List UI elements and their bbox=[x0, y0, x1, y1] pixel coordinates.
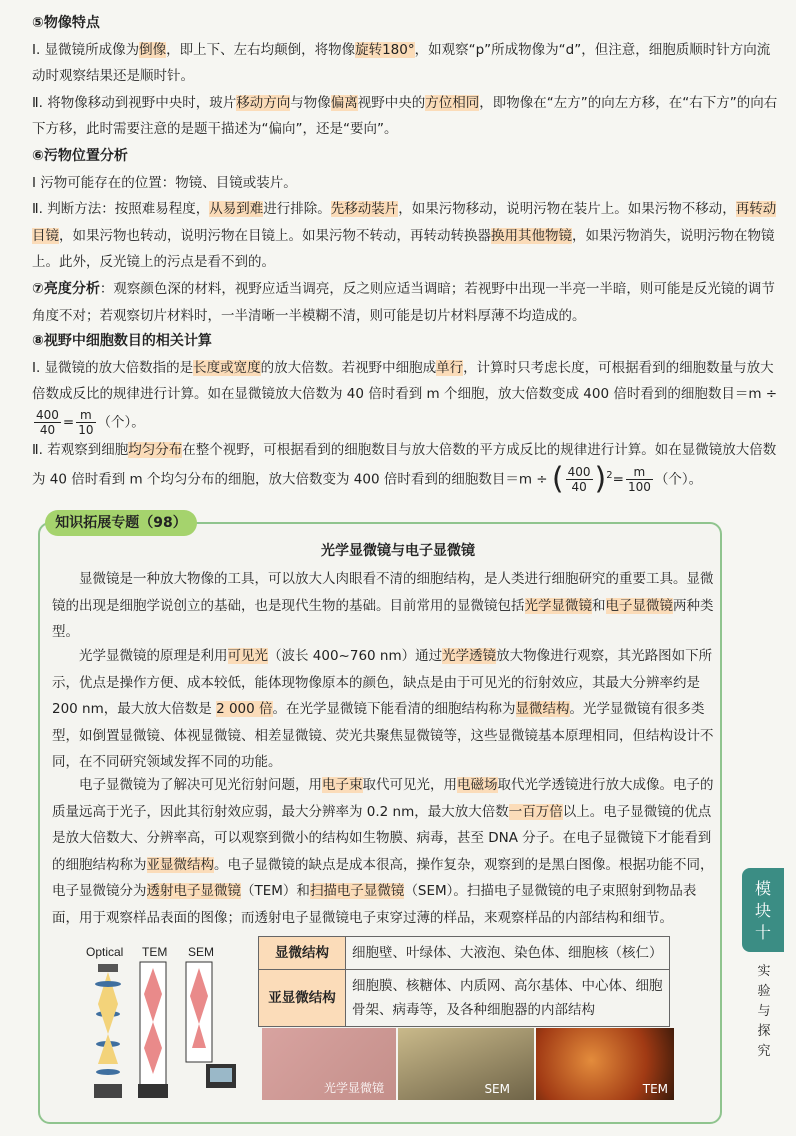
paragraph: Ⅰ. 显微镜的放大倍数指的是长度或宽度的放大倍数。若视野中细胞成单行，计算时只考虑长度，可根据看到的细胞数量与放大倍数成反比的规律进行计算。如在显微镜放大倍数为 40 倍时看到 m 个细胞，放大倍数变成 400 倍时看到的细胞数目＝m ÷ $\frac{400}{40}$ = $\frac{m}{10}$ （个）。 bbox=[32, 359, 778, 437]
section-heading: ⑧视野中细胞数目的相关计算 bbox=[32, 333, 212, 349]
highlight: 倒像 bbox=[139, 41, 167, 58]
section-heading: ⑦亮度分析 bbox=[32, 281, 100, 297]
denominator: 100 bbox=[627, 480, 651, 495]
text: ，即上下、左右均颠倒，将物像 bbox=[166, 41, 356, 58]
section-brightness bbox=[32, 276, 782, 329]
text: ，如果污物移动，说明污物在装片上。如果污物不移动， bbox=[398, 201, 736, 218]
text: 与物像 bbox=[290, 94, 331, 111]
text: 光学显微镜的原理是利用 bbox=[79, 648, 228, 664]
box-paragraph-1 bbox=[52, 566, 714, 646]
fraction bbox=[626, 465, 653, 494]
highlight: 可见光 bbox=[227, 648, 268, 664]
text: ：观察颜色深的材料，视野应适当调亮，反之则应适当调暗；若视野中出现一半亮一半暗，则可能是反光镜的调节角度不对；若观察切片材料时，一半清晰一半模糊不清，则可能是切片材料厚薄不均造成的。 bbox=[32, 281, 775, 324]
photo-label: 光学显微镜 bbox=[324, 1081, 385, 1095]
photo-label: TEM bbox=[642, 1082, 668, 1096]
highlight: 透射电子显微镜 bbox=[146, 883, 241, 900]
paragraph: Ⅱ. 若观察到细胞均匀分布在整个视野，可根据看到的细胞数目与放大倍数的平方成反比的规律进行计算。如在显微镜放大倍数为 40 倍时看到 m 个均匀分布的细胞，放大倍数变为 400 倍时看到的细胞数目＝m ÷ ( $\frac{400}{40}$ )$^2$= $\frac{m}{100}$ （个）。 bbox=[32, 441, 777, 497]
highlight: 旋转180° bbox=[355, 41, 415, 58]
box-paragraph-2 bbox=[52, 643, 714, 776]
section-image-features bbox=[32, 10, 782, 143]
tem-micrograph bbox=[536, 1028, 674, 1100]
tab-char: 模 bbox=[754, 879, 771, 898]
text: ，计算时只考虑长度，可根据看到的细胞数量与放大倍数成反比的规律进行计算。如在显微镜放大倍数为 40 倍时看到 m 个细胞，放大倍数变成 400 倍时看到的细胞数目＝m ÷ bbox=[32, 359, 778, 403]
text: Ⅱ. 将物像移动到视野中央时，玻片 bbox=[32, 94, 237, 111]
exponent: 2 bbox=[606, 470, 613, 482]
paragraph bbox=[32, 276, 782, 329]
box-title: 光学显微镜与电子显微镜 bbox=[321, 543, 475, 559]
sub-char: 验 bbox=[757, 984, 771, 999]
numerator: m bbox=[76, 408, 95, 423]
denominator: 10 bbox=[78, 422, 94, 437]
text: 两种类型。 bbox=[52, 597, 714, 641]
text: 取代可见光，用 bbox=[362, 777, 457, 793]
module-tab bbox=[742, 868, 784, 952]
fraction bbox=[76, 408, 95, 437]
table-key: 亚显微结构 bbox=[259, 970, 346, 1027]
numerator: 400 bbox=[567, 465, 591, 480]
tab-char: 块 bbox=[754, 901, 771, 920]
knowledge-tag: 知识拓展专题（98） bbox=[45, 510, 197, 536]
numerator: 400 bbox=[36, 407, 59, 422]
highlight: 换用其他物镜 bbox=[491, 227, 572, 244]
text: 和 bbox=[592, 597, 606, 614]
photo-label: SEM bbox=[484, 1082, 510, 1096]
sub-char: 实 bbox=[757, 964, 771, 979]
highlight: 显微结构 bbox=[515, 701, 570, 718]
text: （SEM）。扫描电子显微镜的电子束照射到物品表面，用于观察样品表面的图像；而透射电子显微镜电子束穿过薄的样品，来观察样品的内部结构和细节。 bbox=[52, 883, 697, 926]
text: ，如观察“p”所成物像为“d”，但注意，细胞质顺时针方向流动时观察结果还是顺时针。 bbox=[32, 41, 771, 85]
text: 的放大倍数。若视野中细胞成 bbox=[260, 359, 437, 376]
highlight: 均匀分布 bbox=[128, 441, 183, 458]
highlight: 光学透镜 bbox=[442, 648, 497, 664]
highlight: 偏离 bbox=[330, 94, 358, 111]
text: 显微镜是一种放大物像的工具，可以放大人肉眼看不清的细胞结构，是人类进行细胞研究的重要工具。显微镜的出现是细胞学说创立的基础，也是现代生物的基础。目前常用的显微镜包括 bbox=[52, 571, 714, 614]
highlight: 扫描电子显微镜 bbox=[309, 883, 405, 900]
fraction bbox=[566, 465, 593, 494]
sub-char: 探 bbox=[757, 1024, 771, 1039]
section-dirt-position bbox=[32, 143, 782, 276]
highlight: 电子束 bbox=[322, 777, 363, 793]
structure-table bbox=[258, 936, 670, 1027]
paragraph bbox=[32, 90, 782, 143]
text: 进行排除。 bbox=[263, 201, 331, 218]
highlight: 从易到难 bbox=[209, 201, 264, 218]
table-key: 显微结构 bbox=[259, 937, 346, 970]
text: （波长 400~760 nm）通过 bbox=[268, 648, 443, 664]
text: ，如果污物也转动，说明污物在目镜上。如果污物不转动，再转动转换器 bbox=[59, 227, 491, 244]
text: 以上。电子显微镜的优点是放大倍数大、分辨率高，可以观察到微小的结构如生物膜、病毒，甚至 DNA 分子。在电子显微镜下才能看到的细胞结构称为 bbox=[52, 803, 712, 873]
text: 取代光学透镜进行放大成像。电子的质量远高于光子，因此其衍射效应弱，最大分辨率为 0.2 nm，最大放大倍数 bbox=[52, 777, 714, 820]
diagram-label-sem: SEM bbox=[188, 945, 215, 959]
module-subtitle bbox=[752, 962, 776, 1062]
tem-diagram-icon bbox=[138, 962, 168, 1098]
text: 。电子显微镜的缺点是成本很高，操作复杂，观察到的是黑白图像。根据功能不同，电子显微镜分为 bbox=[52, 856, 714, 900]
text: （个）。 bbox=[654, 471, 703, 488]
tab-char: 十 bbox=[754, 923, 771, 942]
text: Ⅱ. 若观察到细胞 bbox=[32, 441, 129, 458]
text: Ⅰ. 显微镜的放大倍数指的是 bbox=[32, 359, 194, 376]
numerator: m bbox=[626, 465, 653, 480]
table-value: 细胞膜、核糖体、内质网、高尔基体、中心体、细胞骨架、病毒等，及各种细胞器的内部结构 bbox=[346, 970, 670, 1027]
highlight: 电磁场 bbox=[457, 777, 498, 793]
highlight: 方位相同 bbox=[425, 94, 480, 111]
table-row bbox=[259, 970, 670, 1027]
diagram-label-tem: TEM bbox=[142, 945, 168, 959]
text: Ⅱ. 判断方法：按照难易程度， bbox=[32, 201, 210, 218]
highlight: 单行 bbox=[436, 359, 464, 376]
text: Ⅰ. 显微镜所成像为 bbox=[32, 41, 140, 58]
optical-microscope-icon bbox=[94, 964, 122, 1098]
denominator: 40 bbox=[39, 422, 56, 437]
sem-diagram-icon bbox=[186, 962, 236, 1088]
paragraph bbox=[32, 196, 782, 276]
section-cell-count bbox=[32, 328, 782, 495]
highlight: 2 000 倍 bbox=[216, 701, 273, 718]
sem-micrograph bbox=[398, 1028, 534, 1100]
text: 视野中央的 bbox=[357, 94, 426, 111]
text: （个）。 bbox=[97, 414, 145, 431]
text: （TEM）和 bbox=[241, 883, 310, 900]
highlight: 电子显微镜 bbox=[605, 597, 673, 614]
highlight: 长度或宽度 bbox=[193, 359, 261, 376]
text: 。在光学显微镜下能看清的细胞结构称为 bbox=[272, 701, 516, 718]
section-heading: ⑤物像特点 bbox=[32, 15, 100, 31]
diagram-label-optical: Optical bbox=[86, 945, 124, 959]
section-heading: ⑥污物位置分析 bbox=[32, 148, 128, 164]
highlight: 再转动目镜 bbox=[32, 201, 777, 244]
highlight: 先移动装片 bbox=[330, 201, 399, 218]
sub-char: 究 bbox=[757, 1044, 771, 1059]
light-path-diagram bbox=[84, 944, 254, 1104]
sub-char: 与 bbox=[757, 1004, 771, 1019]
table-row bbox=[259, 937, 670, 970]
table-value: 细胞壁、叶绿体、大液泡、染色体、细胞核（核仁） bbox=[346, 937, 670, 970]
text: ，即物像在“左方”的向左方移，在“右下方”的向右下方移，此时需要注意的是题干描述为“偏向”，还是“要向”。 bbox=[32, 94, 778, 138]
highlight: 亚显微结构 bbox=[146, 856, 214, 873]
paragraph: Ⅰ 污物可能存在的位置：物镜、目镜或装片。 bbox=[32, 174, 297, 191]
text: 。光学显微镜有很多类型，如倒置显微镜、体视显微镜、相差显微镜、荧光共聚焦显微镜等，这些显微镜基本原理相同，但结构设计不同，在不同研究领域发挥不同的功能。 bbox=[52, 701, 714, 771]
optical-micrograph bbox=[262, 1028, 396, 1100]
text: 在整个视野，可根据看到的细胞数目与放大倍数的平方成反比的规律进行计算。如在显微镜放大倍数为 40 倍时看到 m 个均匀分布的细胞，放大倍数变为 400 倍时看到的细胞数目＝m ÷ bbox=[32, 441, 777, 488]
denominator: 40 bbox=[571, 480, 587, 495]
fraction bbox=[34, 408, 61, 437]
highlight: 一百万倍 bbox=[508, 803, 563, 820]
highlight: 移动方向 bbox=[236, 94, 291, 111]
micrograph-strip bbox=[262, 1028, 674, 1100]
paragraph bbox=[32, 37, 782, 90]
highlight: 光学显微镜 bbox=[524, 597, 592, 614]
text: 放大物像进行观察，其光路图如下所示，优点是操作方便、成本较低，能体现物像原本的颜色，缺点是由于可见光的衍射效应，其最大分辨率约是 200 nm，最大放大倍数是 bbox=[52, 648, 713, 718]
text: ，如果污物消失，说明污物在物镜上。此外，反光镜上的污点是看不到的。 bbox=[32, 227, 775, 271]
box-paragraph-3 bbox=[52, 772, 714, 932]
text: 电子显微镜为了解决可见光衍射问题，用 bbox=[79, 777, 322, 793]
